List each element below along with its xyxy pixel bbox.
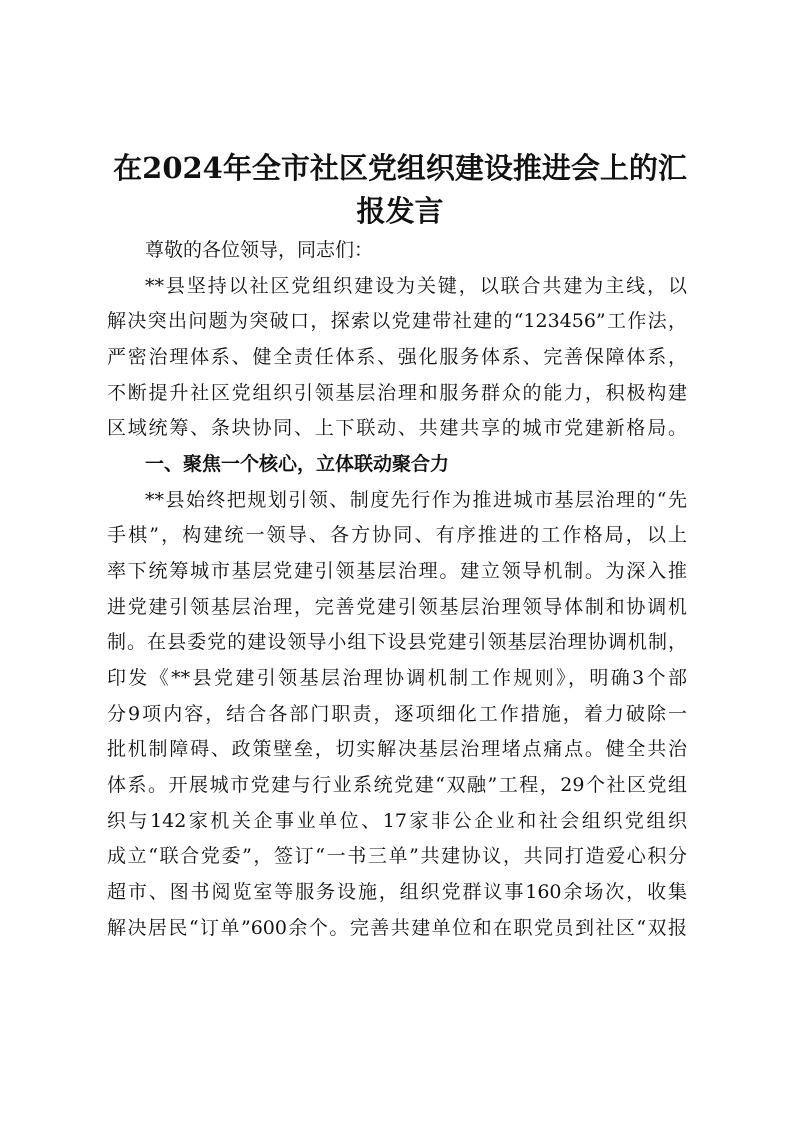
section1-line: 进党建引领基层治理，完善党建引领基层治理领导体制和协调机: [107, 596, 687, 618]
section1-line: 批机制障碍、政策壁垒，切实解决基层治理堵点痛点。健全共治: [107, 738, 687, 760]
salutation: 尊敬的各位领导，同志们：: [145, 239, 374, 261]
section1-line: 分9项内容，结合各部门职责，逐项细化工作措施，着力破除一: [107, 703, 687, 725]
section1-line: 织与142家机关企事业单位、17家非公企业和社会组织党组织: [107, 810, 687, 832]
intro-line: 区域统筹、条块协同、上下联动、共建共享的城市党建新格局。: [107, 417, 687, 439]
section1-line: 手棋”，构建统一领导、各方协同、有序推进的工作格局，以上: [107, 524, 687, 546]
document-title-line-2: 报发言: [356, 194, 444, 228]
intro-line: 解决突出问题为突破口，探索以党建带社建的“123456”工作法，: [107, 310, 687, 332]
intro-line: 不断提升社区党组织引领基层治理和服务群众的能力，积极构建: [107, 382, 687, 404]
section1-line: 印发《**县党建引领基层治理协调机制工作规则》，明确3个部: [107, 667, 687, 689]
section1-line: 解决居民“订单”600余个。完善共建单位和在职党员到社区“双报: [107, 917, 687, 939]
section1-line: 率下统筹城市基层党建引领基层治理。建立领导机制。为深入推: [107, 560, 687, 582]
section1-line: 超市、图书阅览室等服务设施，组织党群议事160余场次，收集: [107, 881, 687, 903]
section1-line: 体系。开展城市党建与行业系统党建“双融”工程，29个社区党组: [107, 774, 687, 796]
section1-line: 制。在县委党的建设领导小组下设县党建引领基层治理协调机制，: [107, 631, 687, 653]
section1-line: 成立“联合党委”，签订“一书三单”共建协议，共同打造爱心积分: [107, 845, 687, 867]
intro-line: 严密治理体系、健全责任体系、强化服务体系、完善保障体系，: [107, 346, 687, 368]
section1-line: **县始终把规划引领、制度先行作为推进城市基层治理的“先: [145, 489, 687, 511]
document-title-line-1: 在2024年全市社区党组织建设推进会上的汇: [113, 151, 687, 185]
intro-line: **县坚持以社区党组织建设为关键，以联合共建为主线，以: [145, 275, 687, 297]
section-heading-1: 一、聚焦一个核心，立体联动聚合力: [145, 453, 450, 475]
